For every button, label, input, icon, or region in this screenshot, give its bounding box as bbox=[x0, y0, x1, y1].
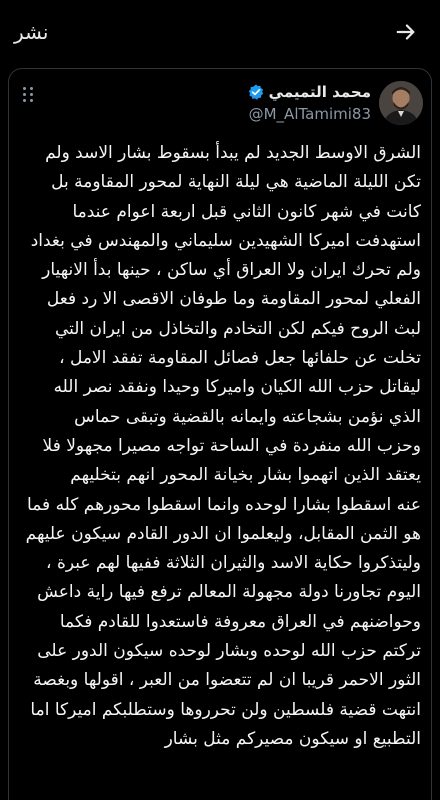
author-names bbox=[247, 83, 371, 123]
post-line: التطبيع او سيكون مصيركم مثل بشار bbox=[164, 728, 421, 749]
post-line: وليتذكروا حكاية الاسد والثيران الثلاثة ففيها لهم عبرة ، bbox=[46, 553, 421, 574]
post-header bbox=[9, 69, 431, 139]
post-line: كانت في شهر كانون الثاني قبل اربعة اعوام عندما bbox=[72, 201, 421, 222]
post-line: تركتم حزب الله لوحده وبشار لوحده سيكون الدور على bbox=[37, 641, 421, 662]
post-body bbox=[9, 139, 431, 754]
post-line: ولم تحرك ايران ولا العراق أي ساكن ، حينها بدأ الانهيار bbox=[42, 260, 421, 281]
verified-badge-icon bbox=[247, 83, 265, 101]
post-line: الثور الاحمر قريبا ان لم تتعضوا من العبر ، اقولها وبغصة bbox=[33, 670, 421, 691]
drag-handle-icon[interactable] bbox=[22, 87, 33, 102]
arrow-right-icon bbox=[395, 21, 417, 43]
post-line: وحزب الله منفردة في الساحة تواجه مصيرا مجهولا فلا bbox=[42, 435, 421, 456]
avatar[interactable] bbox=[379, 81, 423, 125]
display-name-row bbox=[247, 83, 371, 101]
post-line: ليقاتل حزب الله الكيان واميركا وحيدا ونفقد نصر الله bbox=[53, 377, 421, 398]
post-line: تخلت عن حلفائها جعل فصائل المقاومة تفقد الامل ، bbox=[59, 348, 421, 369]
post-line: انتهت قضية فلسطين ولن تحرروها وستطلبكم اميركا اما bbox=[30, 699, 421, 720]
post-line: لبث الروح فيكم لكن التخادم والتخاذل من ايران التي bbox=[54, 318, 421, 339]
post-line: استهدفت اميركا الشهيدين سليماني والمهندس في بغداد bbox=[30, 230, 421, 251]
post-line: اليوم تجاورنا دولة مجهولة المعالم ترفع فيها راية داعش bbox=[37, 582, 421, 603]
post-line: الذي نؤمن بشجاعته وايمانه بالقضية وتبقى حماس bbox=[74, 406, 421, 427]
back-button[interactable] bbox=[388, 14, 424, 50]
post-line: الفعلي لمحور المقاومة وما طوفان الاقصى الا رد فعل bbox=[46, 289, 421, 310]
author-handle[interactable]: @M_AlTamimi83 bbox=[248, 105, 371, 123]
post-line: وحواضنهم في العراق معروفة فاستعدوا للقادم فكما bbox=[59, 611, 421, 632]
top-bar bbox=[0, 0, 440, 64]
post-line: يعتقد الذين اتهموا بشار بخيانة المحور انهم بتخليهم bbox=[70, 465, 421, 486]
post-line: الشرق الاوسط الجديد لم يبدأ بسقوط بشار الاسد ولم bbox=[45, 143, 421, 163]
compose-card bbox=[8, 68, 432, 800]
page-title: نشر bbox=[14, 20, 49, 44]
author-display-name[interactable]: محمد التميمي bbox=[268, 83, 371, 101]
avatar-image bbox=[379, 81, 423, 125]
post-line: تكن الليلة الماضية هي ليلة النهاية لمحور المقاومة بل bbox=[51, 172, 421, 193]
post-line: هو الثمن المقابل، وليعلموا ان الدور القادم سيكون عليهم bbox=[25, 523, 421, 544]
post-line: عنه اسقطوا بشارا لوحده وانما اسقطوا محورهم كله فما bbox=[27, 494, 421, 515]
